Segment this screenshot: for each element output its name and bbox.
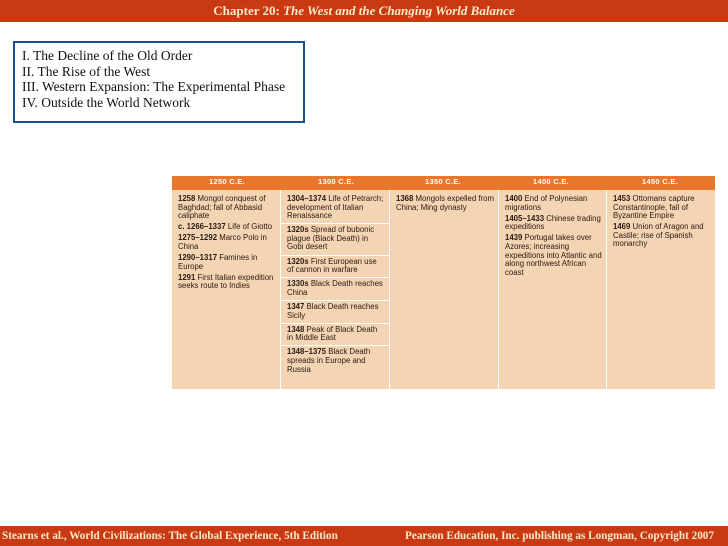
event-date: 1348–1375 — [287, 347, 327, 357]
timeline-column-1350 — [390, 190, 499, 389]
timeline-event — [613, 195, 711, 221]
timeline-column-1400 — [499, 190, 607, 389]
date-label: 1450 C.E. — [642, 177, 679, 186]
event-date: c. 1266–1337 — [178, 222, 226, 232]
date-label: 1250 C.E. — [209, 177, 246, 186]
event-date: 1348 — [287, 324, 305, 334]
timeline-event — [287, 195, 385, 221]
event-date: 1347 — [287, 301, 305, 311]
event-date: 1330s — [287, 279, 309, 289]
timeline-event — [287, 280, 385, 297]
event-text: Black Death reaches China — [287, 279, 383, 297]
event-text: Portugal takes over Azores; increasing expeditions into Atlantic and along northwest African coast — [505, 233, 602, 277]
date-label: 1300 C.E. — [318, 177, 355, 186]
timeline-date-header — [172, 176, 715, 190]
timeline-column-1450 — [607, 190, 715, 389]
chapter-outline-box — [13, 41, 305, 123]
outline-item: IV. Outside the World Network — [22, 94, 191, 110]
timeline-event — [396, 195, 494, 212]
event-text: Famines in Europe — [178, 253, 258, 271]
timeline-event — [178, 195, 276, 221]
event-date: 1275–1292 — [178, 233, 218, 243]
timeline-table — [172, 176, 715, 389]
timeline-event — [613, 223, 711, 249]
footer-bar — [0, 526, 728, 546]
timeline-event — [505, 215, 602, 232]
timeline-event — [505, 195, 602, 212]
event-date: 1290–1317 — [178, 253, 218, 263]
event-date: 1320s — [287, 256, 309, 266]
event-divider — [281, 255, 389, 256]
timeline-event — [505, 234, 602, 277]
timeline-event — [178, 254, 276, 271]
book-citation: Stearns et al., World Civilizations: The Global Experience, 5th Edition — [2, 530, 338, 542]
event-text: Ottomans capture Constantinople, fall of Byzantine Empire — [613, 194, 695, 221]
event-text: First European use of cannon in warfare — [287, 256, 377, 275]
outline-item: III. Western Expansion: The Experimental Phase — [22, 79, 286, 94]
chapter-header-bar — [0, 0, 728, 22]
event-date: 1453 — [613, 194, 631, 203]
event-date: 1439 — [505, 233, 523, 243]
chapter-title: The West and the Changing World Balance — [283, 3, 515, 18]
date-label: 1400 C.E. — [533, 177, 570, 186]
event-text: Marco Polo in China — [178, 233, 267, 251]
timeline-column-1250 — [172, 190, 281, 389]
event-date: 1291 — [178, 272, 196, 282]
timeline-event — [178, 234, 276, 251]
publisher-credit: Pearson Education, Inc. publishing as Longman, Copyright 2007 — [405, 530, 714, 542]
event-text: Mongol conquest of Baghdad; fall of Abbasid caliphate — [178, 194, 266, 221]
event-date: 1368 — [396, 194, 414, 203]
event-text: First Italian expedition seeks route to Indies — [178, 272, 274, 291]
event-text: Life of Petrarch; development of Italian Renaissance — [287, 194, 384, 221]
event-text: End of Polynesian migrations — [505, 194, 588, 212]
timeline-column-1300 — [281, 190, 390, 389]
event-text: Mongols expelled from China; Ming dynasty — [396, 194, 494, 212]
event-date: 1469 — [613, 222, 631, 232]
timeline-event — [178, 274, 276, 291]
timeline-event — [287, 226, 385, 252]
event-text: Black Death reaches Sicily — [287, 301, 379, 320]
timeline-event — [178, 223, 276, 232]
event-divider — [281, 300, 389, 301]
event-text: Black Death spreads in Europe and Russia — [287, 347, 371, 374]
event-text: Spread of bubonic plague (Black Death) in Gobi desert — [287, 225, 375, 252]
event-date: 1405–1433 — [505, 213, 545, 223]
outline-item: I. The Decline of the Old Order — [22, 48, 193, 63]
event-date: 1258 — [178, 194, 196, 203]
event-divider — [281, 277, 389, 278]
timeline-event — [287, 348, 385, 374]
timeline-event — [287, 303, 385, 320]
event-text: Peak of Black Death in Middle East — [287, 324, 378, 343]
event-text: Union of Aragon and Castile; rise of Spanish monarchy — [613, 222, 704, 249]
event-divider — [281, 323, 389, 324]
event-date: 1400 — [505, 194, 523, 203]
timeline-event — [287, 258, 385, 275]
event-text: Life of Giotto — [227, 222, 273, 232]
event-date: 1320s — [287, 225, 309, 235]
date-label: 1350 C.E. — [425, 177, 462, 186]
event-date: 1304–1374 — [287, 194, 327, 203]
chapter-label: Chapter 20: — [213, 3, 280, 18]
timeline-event — [287, 326, 385, 343]
event-divider — [281, 345, 389, 346]
outline-item: II. The Rise of the West — [22, 63, 151, 79]
event-text: Chinese trading expeditions — [505, 213, 601, 232]
event-divider — [281, 223, 389, 224]
